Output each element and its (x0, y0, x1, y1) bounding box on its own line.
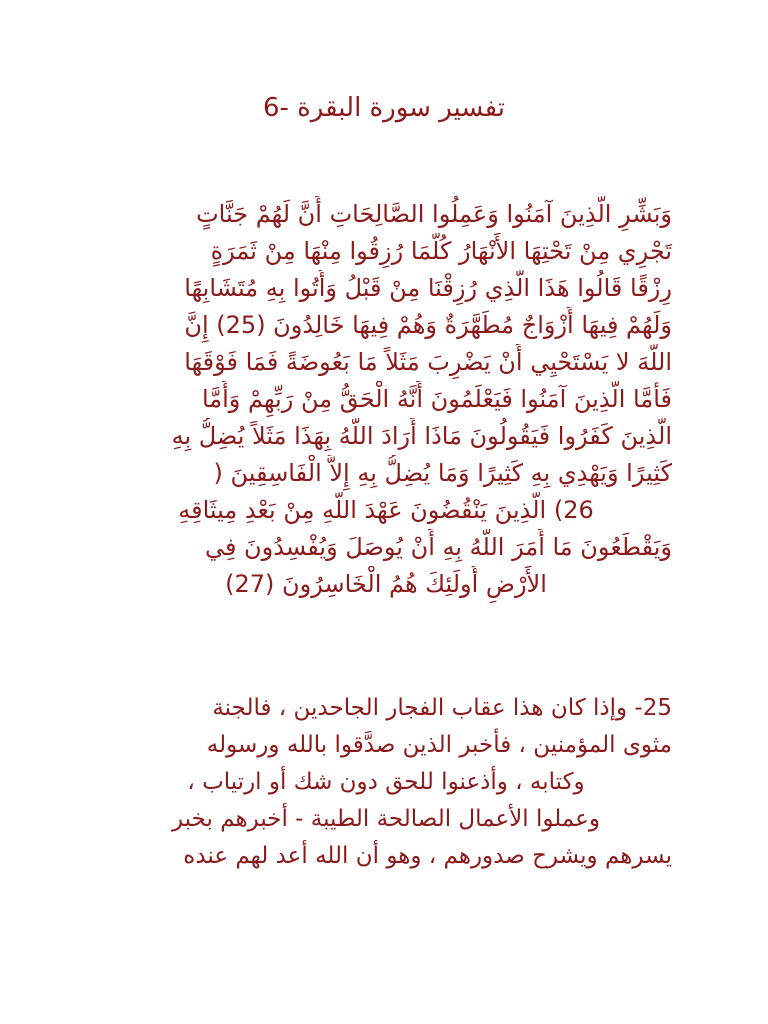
verse-line: وَيَقْطَعُونَ مَا أَمَرَ اللَّهُ بِهِ أَنْ يُوصَلَ وَيُفْسِدُونَ فِي (204, 533, 672, 561)
quran-verses-block (100, 196, 672, 603)
commentary-line: وعملوا الأعمال الصالحة الطيبة - أخبرهم بخبر (172, 806, 600, 832)
verse-line: وَبَشِّرِ الَّذِينَ آمَنُوا وَعَمِلُوا الصَّالِحَاتِ أَنَّ لَهُمْ جَنَّاتٍ (196, 200, 672, 228)
page-title: تفسير سورة البقرة -6 (262, 93, 505, 123)
verse-line: فَأَمَّا الَّذِينَ آمَنُوا فَيَعْلَمُونَ أَنَّهُ الْحَقُّ مِنْ رَبِّهِمْ وَأَمَّا (201, 385, 672, 413)
verse-line: تَجْرِي مِنْ تَحْتِهَا الأَنْهَارُ كُلَّمَا رُزِقُوا مِنْهَا مِنْ ثَمَرَةٍ (210, 237, 672, 265)
verse-line: كَثِيرًا وَيَهْدِي بِهِ كَثِيرًا وَمَا يُضِلُّ بِهِ إِلاَّ الْفَاسِقِينَ ( (213, 459, 672, 487)
verse-line: وَلَهُمْ فِيهَا أَزْوَاجٌ مُطَهَّرَةٌ وَهُمْ فِيهَا خَالِدُونَ (25) إِنَّ (184, 311, 672, 339)
verse-line: 26) الَّذِينَ يَنْقُضُونَ عَهْدَ اللَّهِ مِنْ بَعْدِ مِيثَاقِهِ (178, 496, 594, 524)
commentary-line: يسرهم ويشرح صدورهم ، وهو أن الله أعد لهم عنده (183, 843, 672, 869)
verse-line: رِزْقًا قَالُوا هَذَا الَّذِي رُزِقْنَا مِنْ قَبْلُ وَأُتُوا بِهِ مُتَشَابِهًا (184, 274, 672, 302)
commentary-line: وكتابه ، وأذعنوا للحق دون شك أو ارتياب ، (187, 769, 585, 795)
commentary-block (100, 690, 672, 875)
verse-line: الأَرْضِ أُولَئِكَ هُمُ الْخَاسِرُونَ (27) (225, 570, 547, 598)
verse-line: الَّذِينَ كَفَرُوا فَيَقُولُونَ مَاذَا أَرَادَ اللَّهُ بِهَذَا مَثَلاً يُضِلُّ بِهِ (171, 422, 672, 450)
verse-line: اللَّهَ لا يَسْتَحْيِي أَنْ يَضْرِبَ مَثَلاً مَا بَعُوضَةً فَمَا فَوْقَهَا (184, 348, 672, 376)
commentary-line: مثوى المؤمنين ، فأخبر الذين صدَّقوا بالله ورسوله (206, 732, 672, 758)
commentary-line: 25- وإذا كان هذا عقاب الفجار الجاحدين ، فالجنة (212, 695, 672, 721)
